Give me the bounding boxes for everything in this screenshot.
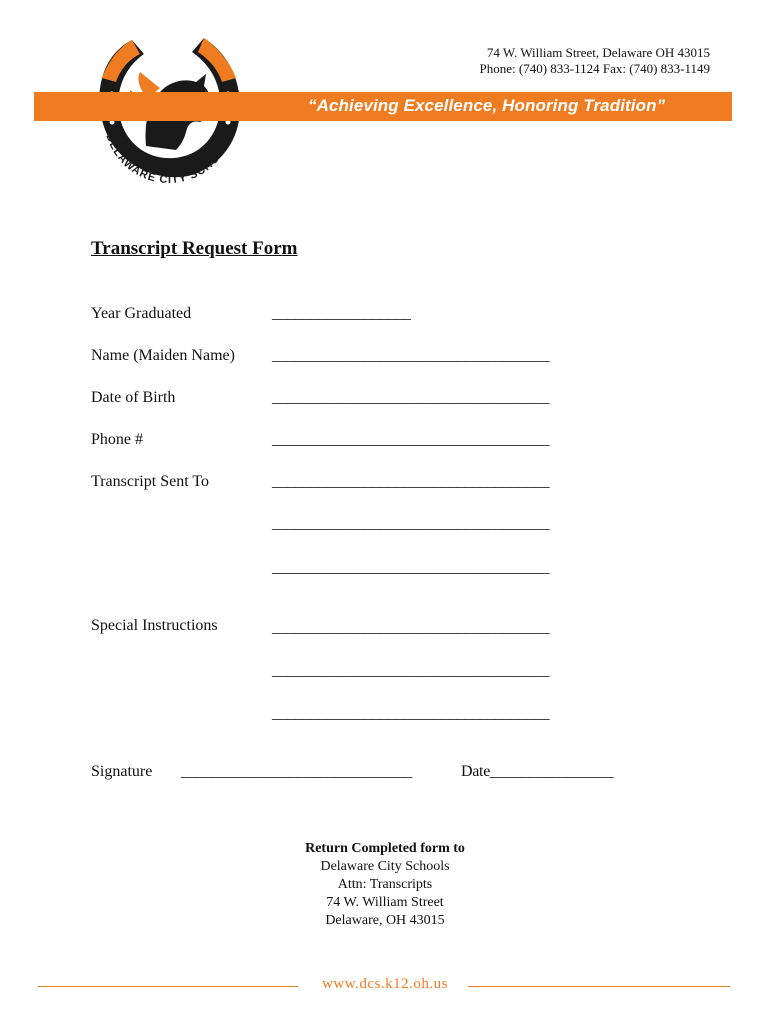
return-line: 74 W. William Street [326,895,444,910]
footer-website-link[interactable]: www.dcs.k12.oh.us [322,976,448,992]
field-label-name: Name (Maiden Name) [91,347,235,364]
field-label-date-of-birth: Date of Birth [91,389,176,406]
return-line: Delaware, OH 43015 [325,913,445,928]
return-heading: Return Completed form to [305,841,465,856]
field-label-special-instructions: Special Instructions [91,617,218,634]
field-blank-special-instructions-1[interactable]: ____________________________________ [272,619,550,636]
field-label-phone: Phone # [91,431,143,448]
field-blank-transcript-sent-to-3[interactable]: ____________________________________ [272,559,550,576]
footer-rule-right [468,986,730,987]
signature-blank[interactable]: ______________________________ [181,763,413,780]
field-blank-transcript-sent-to-1[interactable]: ____________________________________ [272,473,550,490]
field-label-transcript-sent-to: Transcript Sent To [91,473,209,490]
phone-fax-line: Phone: (740) 833-1124 Fax: (740) 833-1149 [479,61,710,76]
return-line: Attn: Transcripts [337,877,433,892]
field-blank-special-instructions-3[interactable]: ____________________________________ [272,705,550,722]
logo-arc-text: DELAWARE CITY SCHOOLS [103,132,235,184]
date-field[interactable]: Date________________ [461,763,614,780]
return-address-block [0,840,770,930]
field-label-year-graduated: Year Graduated [91,305,192,322]
field-blank-year-graduated[interactable]: __________________ [272,305,411,322]
field-blank-special-instructions-2[interactable]: ____________________________________ [272,662,550,679]
address-line: 74 W. William Street, Delaware OH 43015 [486,45,710,60]
field-blank-transcript-sent-to-2[interactable]: ____________________________________ [272,515,550,532]
form-title: Transcript Request Form [91,238,298,259]
field-blank-phone[interactable]: ____________________________________ [272,431,550,448]
school-address [480,45,710,77]
return-line: Delaware City Schools [320,859,450,874]
motto-text: “Achieving Excellence, Honoring Tradition” [308,96,666,115]
field-blank-name[interactable]: ____________________________________ [272,347,550,364]
field-blank-date-of-birth[interactable]: ____________________________________ [272,389,550,406]
signature-label: Signature [91,763,153,780]
